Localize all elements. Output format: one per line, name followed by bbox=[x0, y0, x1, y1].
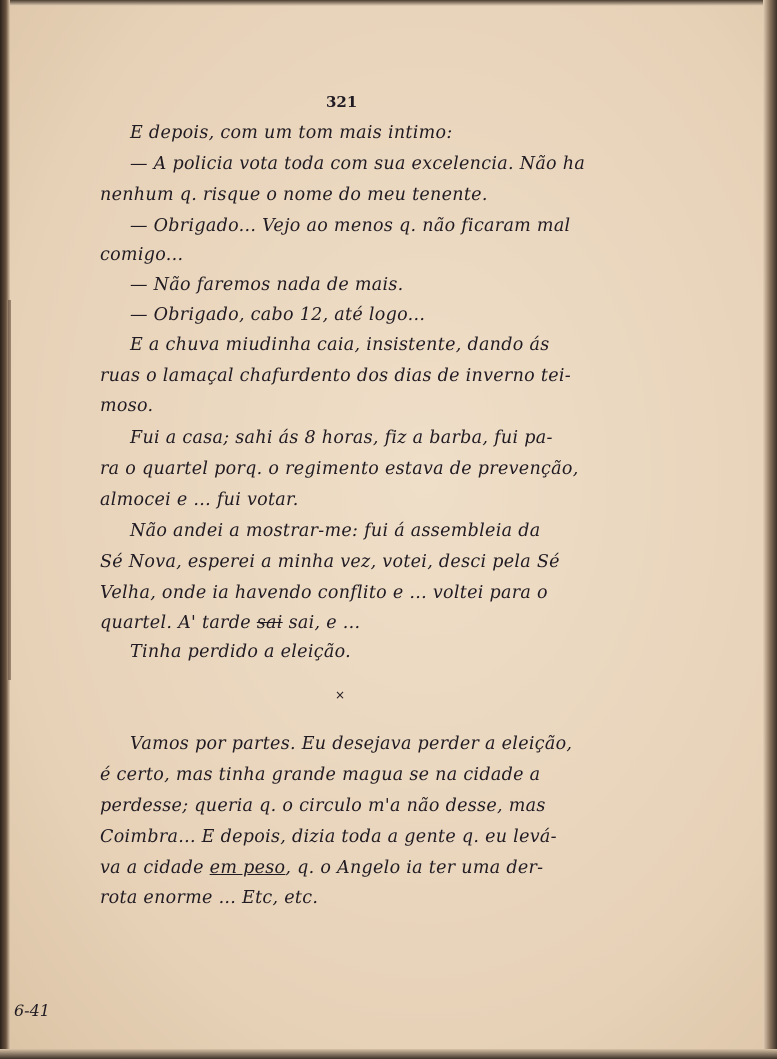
text-line: perdesse; queria q. o circulo m'a não desse, mas bbox=[100, 796, 546, 816]
margin-note: 6-41 bbox=[14, 1001, 50, 1020]
text-line: comigo... bbox=[100, 245, 184, 265]
text-line: Não andei a mostrar-me: fui á assembleia da bbox=[130, 521, 541, 541]
text-line: — Obrigado... Vejo ao menos q. não ficaram mal bbox=[130, 216, 571, 236]
text-line: E depois, com um tom mais intimo: bbox=[130, 123, 453, 143]
text-line: moso. bbox=[100, 396, 154, 416]
text-line: rota enorme ... Etc, etc. bbox=[100, 888, 319, 908]
page-edge-bottom bbox=[0, 1049, 777, 1059]
text-line: — Não faremos nada de mais. bbox=[130, 275, 404, 295]
text-segment: quartel. A' tarde bbox=[100, 613, 251, 633]
text-line: é certo, mas tinha grande magua se na cidade a bbox=[100, 765, 541, 785]
text-line: almocei e ... fui votar. bbox=[100, 490, 299, 510]
text-line: Tinha perdido a eleição. bbox=[130, 642, 351, 662]
struck-word: sai bbox=[256, 613, 283, 633]
text-line: — Obrigado, cabo 12, até logo... bbox=[130, 305, 426, 325]
text-line: nenhum q. risque o nome do meu tenente. bbox=[100, 185, 488, 205]
text-line: — A policia vota toda com sua excelencia. Não ha bbox=[130, 154, 586, 174]
text-segment: sai, e ... bbox=[288, 613, 361, 633]
binding-mark bbox=[8, 300, 11, 680]
section-separator: × bbox=[335, 688, 346, 702]
text-line: Sé Nova, esperei a minha vez, votei, desci pela Sé bbox=[100, 552, 560, 572]
text-line bbox=[100, 858, 543, 878]
text-line: Coimbra... E depois, dizia toda a gente q. eu levá- bbox=[100, 827, 557, 847]
text-line: E a chuva miudinha caia, insistente, dando ás bbox=[130, 335, 550, 355]
text-line: Velha, onde ia havendo conflito e ... voltei para o bbox=[100, 583, 548, 603]
text-line: ruas o lamaçal chafurdento dos dias de inverno tei- bbox=[100, 366, 571, 386]
page-edge-top bbox=[0, 0, 777, 6]
text-segment: va a cidade bbox=[100, 858, 204, 878]
page-edge-right bbox=[763, 0, 777, 1059]
underlined-phrase: em peso bbox=[209, 858, 286, 878]
text-line: Vamos por partes. Eu desejava perder a eleição, bbox=[130, 734, 573, 754]
page-number: 321 bbox=[326, 93, 358, 111]
text-line: ra o quartel porq. o regimento estava de prevenção, bbox=[100, 459, 579, 479]
text-line: Fui a casa; sahi ás 8 horas, fiz a barba, fui pa- bbox=[130, 428, 553, 448]
text-line bbox=[100, 613, 360, 633]
text-segment: , q. o Angelo ia ter uma der- bbox=[285, 858, 544, 878]
